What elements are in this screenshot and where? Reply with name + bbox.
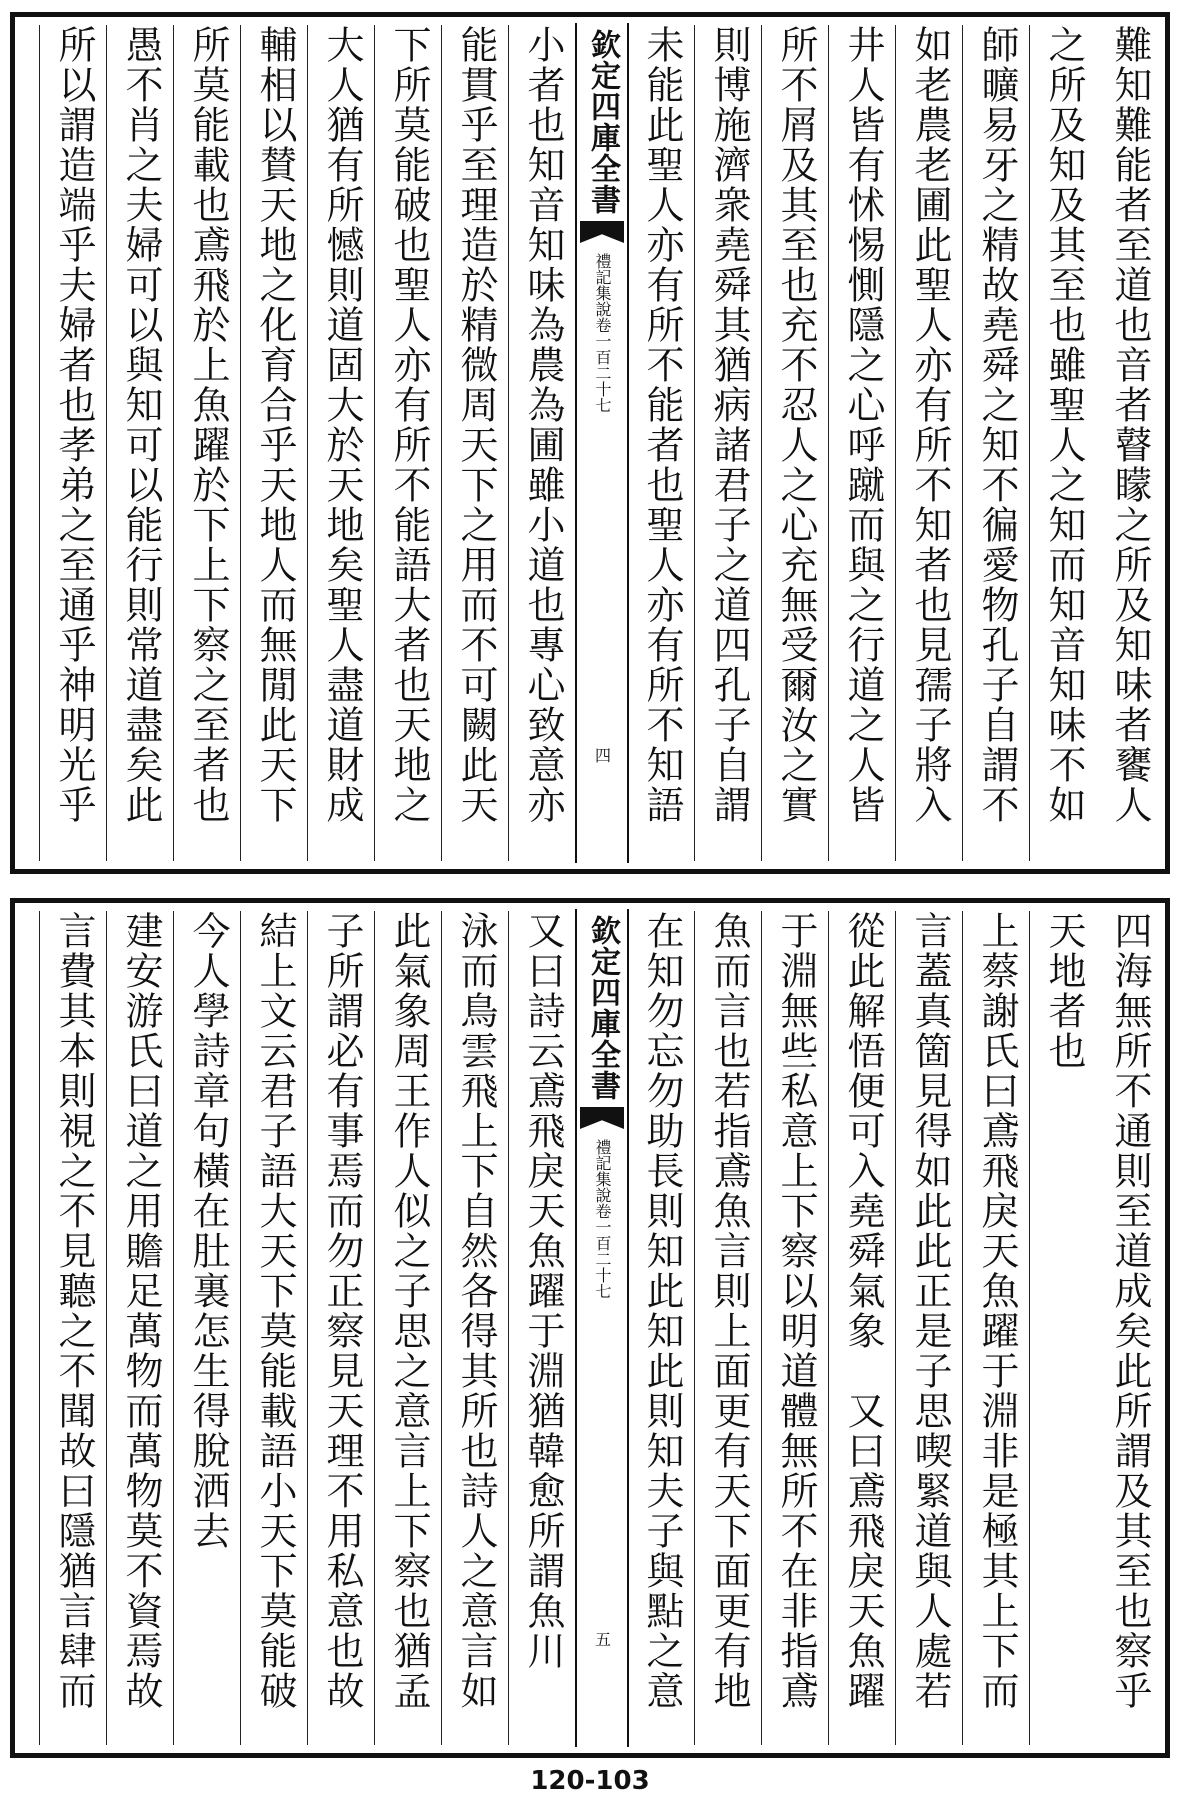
text-column: 能貫乎至理造於精微周天下之用而不可闕此天: [441, 25, 509, 861]
text-column: 下所莫能破也聖人亦有所不能語大者也天地之: [374, 25, 442, 861]
text-column: 于淵無些私意上下察以明道體無所不在非指鳶: [761, 911, 829, 1745]
book-title: 禮記集說: [593, 1139, 612, 1203]
collection-title: 欽定四庫全書: [585, 29, 620, 215]
text-column: 又曰詩云鳶飛戾天魚躍于淵猶韓愈所謂魚川: [508, 911, 576, 1745]
text-column: 言費其本則視之不見聽之不聞故曰隱猶言肆而: [39, 911, 107, 1745]
text-column: 四海無所不通則至道成矣此所謂及其至也察乎: [1108, 911, 1152, 1711]
text-column: 建安游氏曰道之用贍足萬物而萬物莫不資焉故: [106, 911, 174, 1745]
text-column: 所不屑及其至也充不忍人之心充無受爾汝之實: [761, 25, 829, 861]
text-column: 井人皆有怵惕惻隱之心呼蹴而與之行道之人皆: [828, 25, 896, 861]
text-column: 在知勿忘勿助長則知此知此則知夫子與點之意: [627, 911, 695, 1745]
text-column: 大人猶有所憾則道固大於天地矣聖人盡道財成: [307, 25, 375, 861]
text-column: 今人學詩章句橫在肚裏怎生得脫洒去: [173, 911, 241, 1745]
text-column: 難知難能者至道也音者瞽矇之所及知味者饔人: [1108, 25, 1152, 825]
fishtail-mark-icon: [580, 221, 624, 243]
folio-number: 五: [592, 1631, 612, 1647]
text-column: 未能此聖人亦有所不能者也聖人亦有所不知語: [627, 25, 695, 861]
fishtail-mark-icon: [580, 1107, 624, 1129]
lower-page-frame: [10, 898, 1170, 1758]
text-column: 子所謂必有事焉而勿正察見天理不用私意也故: [307, 911, 375, 1745]
collection-title: 欽定四庫全書: [585, 915, 620, 1101]
text-column: 如老農老圃此聖人亦有所不知者也見孺子將入: [895, 25, 963, 861]
text-column: 師曠易牙之精故堯舜之知不徧愛物孔子自謂不: [962, 25, 1030, 861]
center-gutter: [575, 23, 629, 863]
folio-number: 四: [592, 747, 612, 763]
text-column: 所莫能載也鳶飛於上魚躍於下上下察之至者也: [173, 25, 241, 861]
page-number: 120-103: [530, 1766, 650, 1796]
text-column: 泳而鳥雲飛上下自然各得其所也詩人之意言如: [441, 911, 509, 1745]
text-column: 從此解悟便可入堯舜氣象 又曰鳶飛戾天魚躍: [828, 911, 896, 1745]
book-title: 禮記集說: [593, 253, 612, 317]
upper-page-frame: [10, 12, 1170, 874]
text-column: 之所及知及其至也雖聖人之知而知音知味不如: [1029, 25, 1097, 861]
text-column: 所以謂造端乎夫婦者也孝弟之至通乎神明光乎: [39, 25, 107, 861]
text-column: 魚而言也若指鳶魚言則上面更有天下面更有地: [694, 911, 762, 1745]
text-column: 天地者也: [1029, 911, 1097, 1745]
text-column: 小者也知音知味為農為圃雖小道也專心致意亦: [508, 25, 576, 861]
text-column: 言蓋真箇見得如此此正是子思喫緊道與人處若: [895, 911, 963, 1745]
text-column: 結上文云君子語大天下莫能載語小天下莫能破: [240, 911, 308, 1745]
volume-number: 卷一百二十七: [593, 1203, 612, 1299]
text-column: 則博施濟衆堯舜其猶病諸君子之道四孔子自謂: [694, 25, 762, 861]
text-column: 此氣象周王作人似之子思之意言上下察也猶孟: [374, 911, 442, 1745]
text-column: 愚不肖之夫婦可以與知可以能行則常道盡矣此: [106, 25, 174, 861]
text-column: 上蔡謝氏曰鳶飛戾天魚躍于淵非是極其上下而: [962, 911, 1030, 1745]
text-column: 輔相以賛天地之化育合乎天地人而無閒此天下: [240, 25, 308, 861]
volume-number: 卷一百二十七: [593, 317, 612, 413]
center-gutter: [575, 909, 629, 1747]
